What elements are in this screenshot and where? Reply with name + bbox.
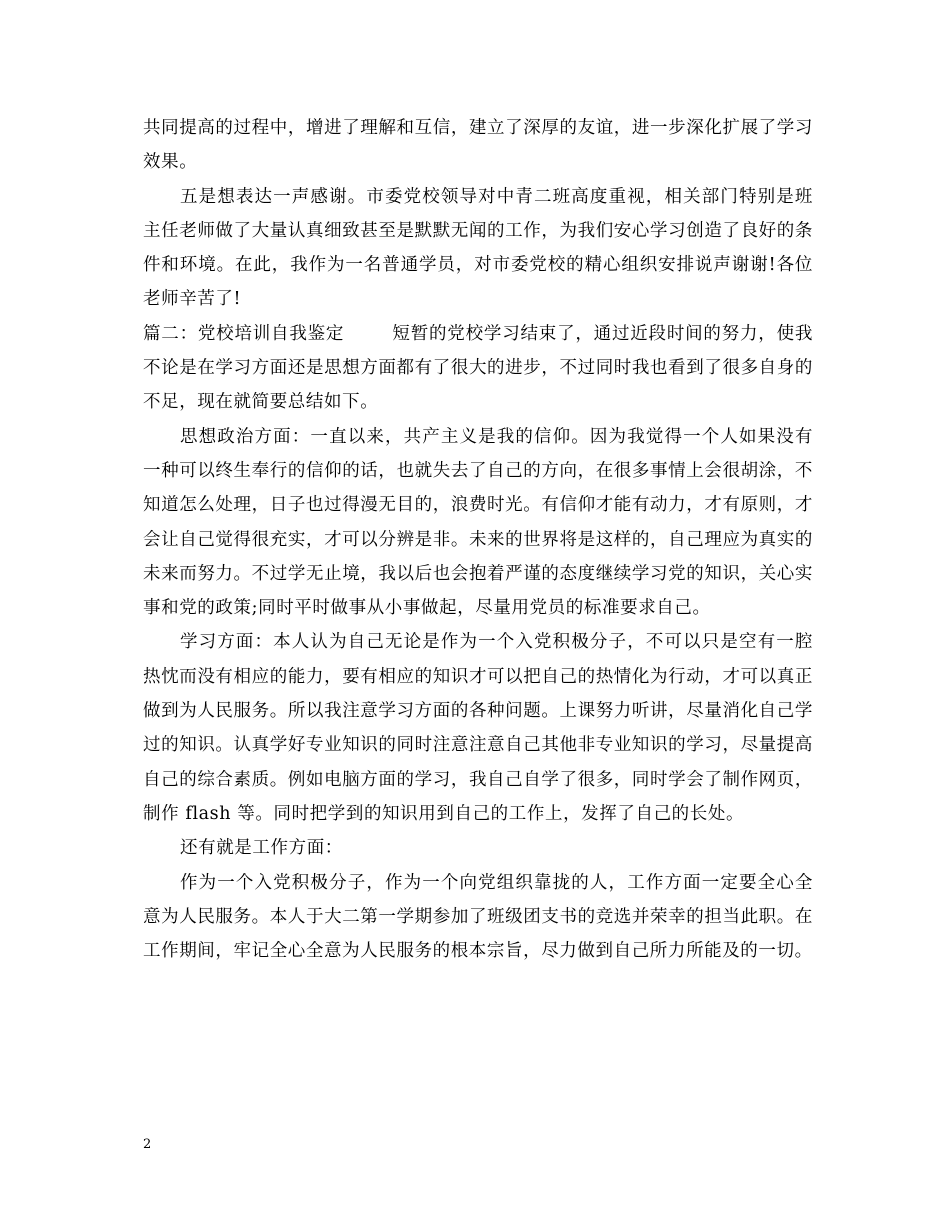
paragraph-work: 作为一个入党积极分子，作为一个向党组织靠拢的人，工作方面一定要全心全意为人民服务。本人于大二第一学期参加了班级团支书的竞选并荣幸的担当此职。在工作期间，牢记全心全意为人民服务的根本宗旨，尽力做到自己所力所能及的一切。 — [143, 872, 813, 962]
paragraph-study: 学习方面：本人认为自己无论是作为一个入党积极分子，不可以只是空有一腔热忱而没有相应的能力，要有相应的知识才可以把自己的热情化为行动，才可以真正做到为人民服务。所以我注意学习方面的各种问题。上课努力听讲，尽量消化自己学过的知识。认真学好专业知识的同时注意注意自己其他非专业知识的学习，尽量提高自己的综合素质。例如电脑方面的学习，我自己自学了很多，同时学会了制作网页，制作 flash 等。同时把学到的知识用到自己的工作上，发挥了自己的长处。 — [143, 632, 813, 824]
paragraph-thanks: 五是想表达一声感谢。市委党校领导对中青二班高度重视，相关部门特别是班主任老师做了大量认真细致甚至是默默无闻的工作，为我们安心学习创造了良好的条件和环境。在此，我作为一名普通学员，对市委党校的精心组织安排说声谢谢!各位老师辛苦了! — [143, 186, 813, 310]
section-heading: 篇二：党校培训自我鉴定 — [143, 323, 345, 344]
page-number: 2 — [143, 1137, 152, 1152]
section-intro-text: 短暂的党校学习结束了，通过近段时间的努力，使我不论是在学习方面还是思想方面都有了很大的进步，不过同时我也看到了很多自身的不足，现在就简要总结如下。 — [143, 323, 813, 413]
section-two-paragraph — [143, 317, 813, 420]
paragraph-ideology: 思想政治方面：一直以来，共产主义是我的信仰。因为我觉得一个人如果没有一种可以终生奉行的信仰的话，也就失去了自己的方向，在很多事情上会很胡涂，不知道怎么处理，日子也过得漫无目的，浪费时光。有信仰才能有动力，才有原则，才会让自己觉得很充实，才可以分辨是非。未来的世界将是这样的，自己理应为真实的未来而努力。不过学无止境，我以后也会抱着严谨的态度继续学习党的知识，关心实事和党的政策;同时平时做事从小事做起，尽量用党员的标准要求自己。 — [143, 426, 813, 619]
document-body — [143, 111, 813, 968]
paragraph-continuation: 共同提高的过程中，增进了理解和互信，建立了深厚的友谊，进一步深化扩展了学习效果。 — [143, 118, 813, 173]
paragraph-work-intro: 还有就是工作方面： — [180, 838, 343, 859]
